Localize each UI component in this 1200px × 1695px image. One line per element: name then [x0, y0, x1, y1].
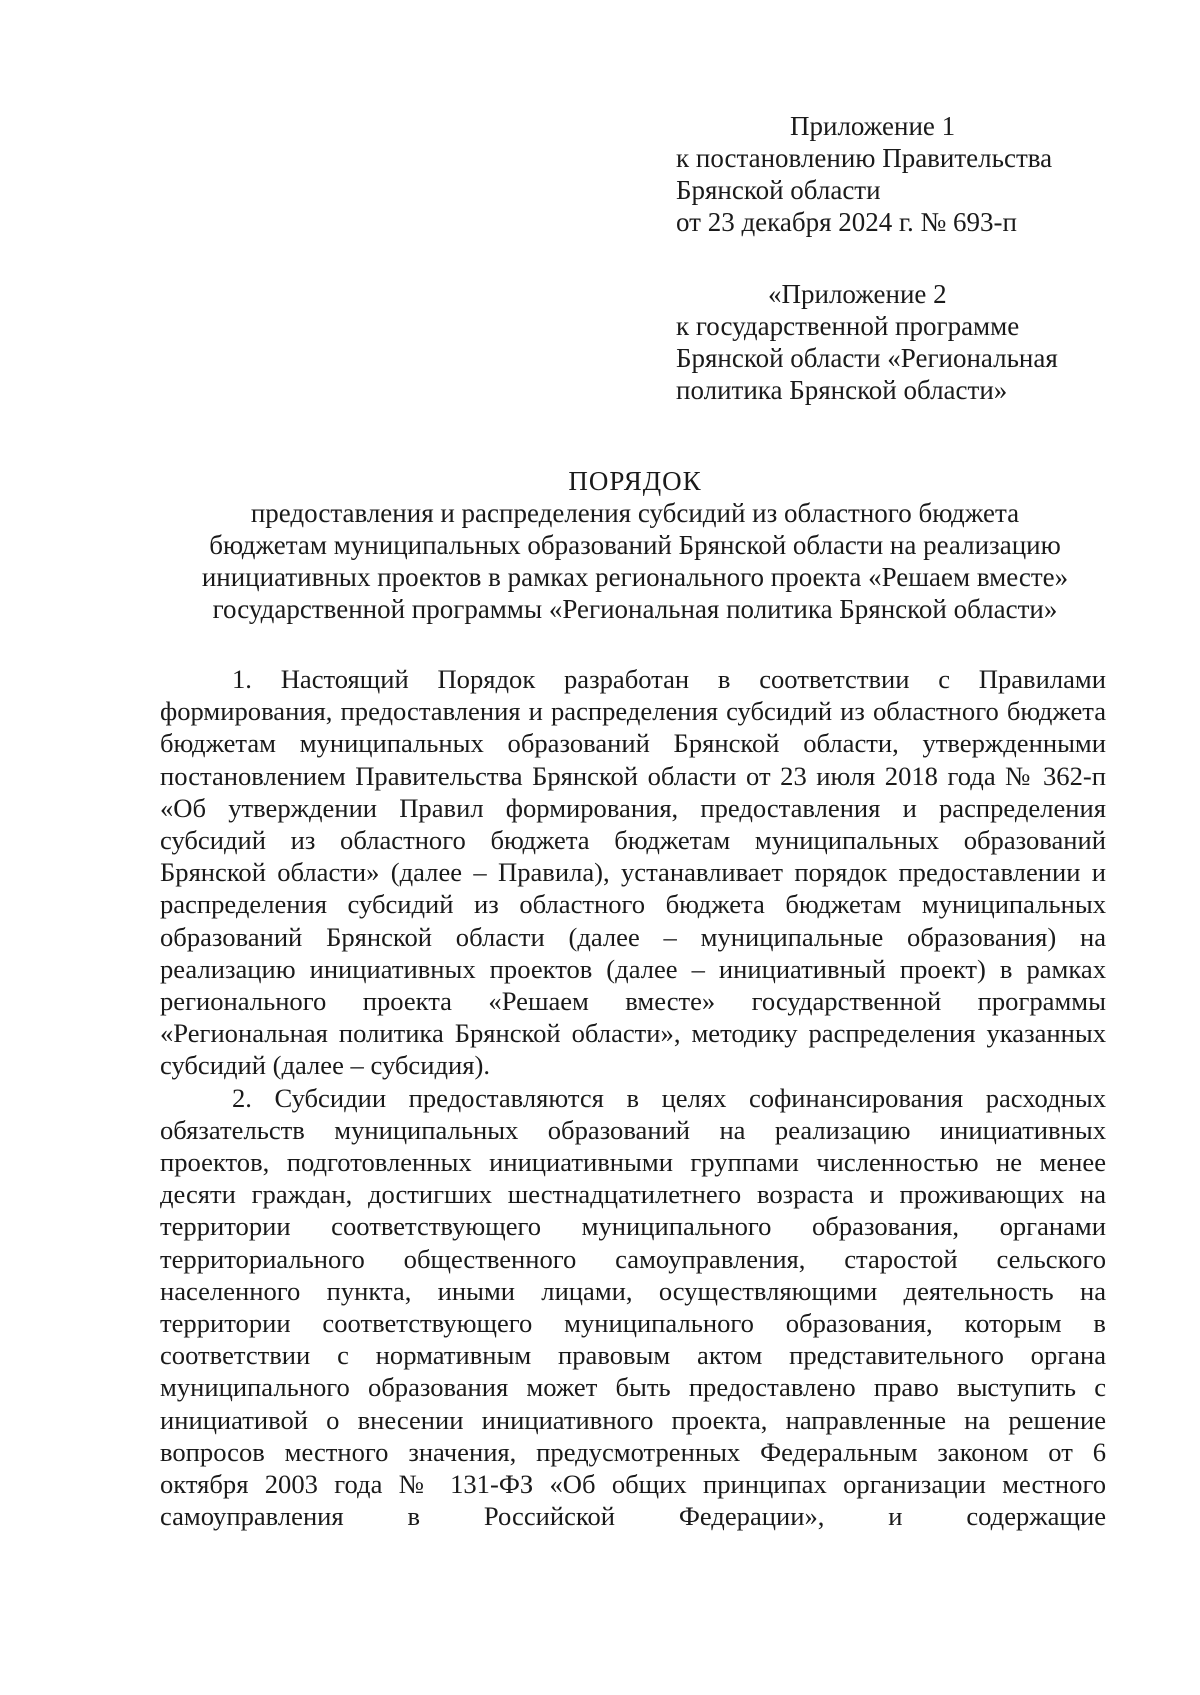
appendix-2-header — [676, 278, 1136, 406]
document-body — [160, 663, 1106, 1532]
document-title — [160, 465, 1110, 625]
appendix-2-policy: политика Брянской области» — [676, 375, 1008, 405]
paragraph-2 — [160, 1082, 1106, 1533]
paragraph-1 — [160, 663, 1106, 1082]
appendix-1-resolution: к постановлению Правительства — [676, 143, 1053, 173]
appendix-2-program: к государственной программе — [676, 311, 1020, 341]
appendix-1-region: Брянской области — [676, 175, 881, 205]
paragraph-1-text: 1. Настоящий Порядок разработан в соответствии с Правилами формирования, предоставления и распределения субсидий из областного бюджета бюджетам муниципальных образований Брянской области, утвержденными постановлением Правительства Брянской области от 23 июля 2018 года № 362-п «Об утверждении Правил формирования, предоставления и распределения субсидий из областного бюджета бюджетам муниципальных образований Брянской области» (далее – Правила), устанавливает порядок предоставлении и распределения субсидий из областного бюджета бюджетам муниципальных образований Брянской области (далее – муниципальные образования) на реализацию инициативных проектов (далее – инициативный проект) в рамках регионального проекта «Решаем вместе» государственной программы «Региональная политика Брянской области», методику распределения указанных субсидий (далее – субсидия). — [160, 664, 1106, 1081]
title-line-3: инициативных проектов в рамках регионального проекта «Решаем вместе» — [201, 562, 1069, 592]
appendix-1-header — [676, 110, 1136, 238]
appendix-2-region: Брянской области «Региональная — [676, 343, 1058, 373]
paragraph-2-text: 2. Субсидии предоставляются в целях софинансирования расходных обязательств муниципальных образований на реализацию инициативных проектов, подготовленных инициативными группами численностью не менее десяти граждан, достигших шестнадцатилетнего возраста и проживающих на территории соответствующего муниципального образования, органами территориального общественного самоуправления, старостой сельского населенного пункта, иными лицами, осуществляющими деятельность на территории соответствующего муниципального образования, которым в соответствии с нормативным правовым актом представительного органа муниципального образования может быть предоставлено право выступить с инициативой о внесении инициативного проекта, направленные на решение вопросов местного значения, предусмотренных Федеральным законом от 6 октября 2003 года № 131-ФЗ «Об общих принципах организации местного самоуправления в Российской Федерации», и содержащие — [160, 1082, 1106, 1532]
title-line-1: предоставления и распределения субсидий из областного бюджета — [250, 498, 1020, 528]
appendix-2-title: «Приложение 2 — [768, 279, 947, 309]
title-heading: ПОРЯДОК — [568, 466, 702, 496]
title-line-2: бюджетам муниципальных образований Брянской области на реализацию — [209, 530, 1061, 560]
title-line-4: государственной программы «Региональная политика Брянской области» — [212, 594, 1058, 624]
appendix-1-date-number: от 23 декабря 2024 г. № 693-п — [676, 207, 1017, 237]
appendix-1-title: Приложение 1 — [790, 111, 956, 141]
